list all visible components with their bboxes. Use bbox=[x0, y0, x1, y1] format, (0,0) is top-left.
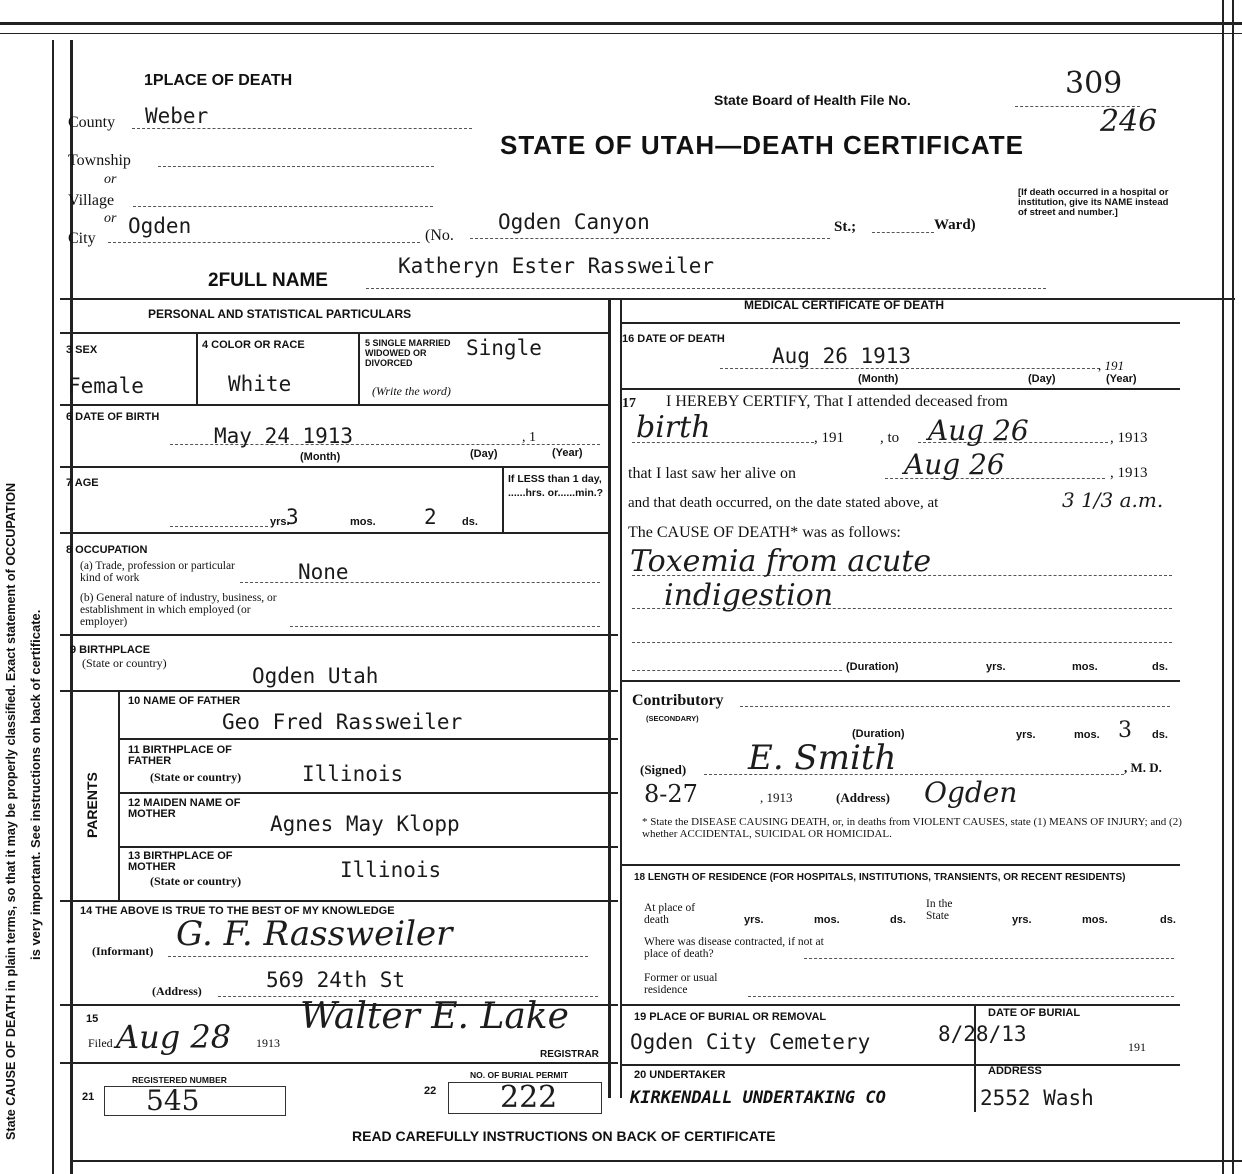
contributory-label: Contributory bbox=[632, 692, 724, 709]
at-place-label: At place of death bbox=[644, 902, 696, 926]
signed-label: (Signed) bbox=[640, 762, 687, 777]
township-label: Township bbox=[68, 152, 131, 169]
above-true-label: 14 THE ABOVE IS TRUE TO THE BEST OF MY KNOWLEDGE bbox=[80, 905, 395, 917]
death-at-label: and that death occurred, on the date stated above, at bbox=[628, 495, 939, 511]
secondary-label: (SECONDARY) bbox=[646, 714, 699, 723]
city-label: City bbox=[68, 230, 96, 247]
physician-signature: E. Smith bbox=[748, 738, 897, 778]
mother-birthplace-label: 13 BIRTHPLACE OF MOTHER bbox=[128, 850, 233, 873]
sign-address-label: (Address) bbox=[836, 790, 890, 805]
undertaker-address-label: ADDRESS bbox=[988, 1065, 1042, 1077]
place-of-death-heading: 1PLACE OF DEATH bbox=[144, 72, 293, 89]
contrib-yrs: yrs. bbox=[1016, 729, 1036, 741]
burial-permit-label: NO. OF BURIAL PERMIT bbox=[470, 1070, 569, 1080]
burial-label: 19 PLACE OF BURIAL OR REMOVAL bbox=[634, 1011, 827, 1023]
certificate-title: STATE OF UTAH—DEATH CERTIFICATE bbox=[500, 130, 1024, 160]
occupation-b: (b) General nature of industry, business, or establishment in which employed (or employer) bbox=[80, 592, 277, 628]
contrib-ds: ds. bbox=[1152, 729, 1168, 741]
race-label: 4 COLOR OR RACE bbox=[202, 339, 305, 351]
res-ds: ds. bbox=[890, 914, 906, 926]
res-yrs: yrs. bbox=[744, 914, 764, 926]
filed-year: 1913 bbox=[256, 1036, 280, 1050]
registrar-label: REGISTRAR bbox=[540, 1049, 599, 1060]
county-label: County bbox=[68, 114, 116, 131]
undertaker-label: 20 UNDERTAKER bbox=[634, 1069, 726, 1081]
dob-value: May 24 1913 bbox=[214, 424, 354, 448]
parents-label: PARENTS bbox=[84, 772, 100, 838]
cause-line1: Toxemia from acute bbox=[630, 544, 932, 579]
attended-191: , 191 bbox=[814, 430, 844, 446]
mother-birthplace-sub: (State or country) bbox=[150, 874, 242, 888]
race-value: White bbox=[228, 372, 292, 396]
duration-label: (Duration) bbox=[846, 661, 899, 673]
informant-label: (Informant) bbox=[92, 944, 154, 958]
less-than-day: If LESS than 1 day, ......hrs. or......min.? bbox=[508, 473, 604, 499]
state-ds: ds. bbox=[1160, 914, 1176, 926]
burial-date: 8/28/13 bbox=[938, 1022, 1027, 1046]
mother-label: 12 MAIDEN NAME OF MOTHER bbox=[128, 797, 241, 820]
village-label: Village bbox=[68, 192, 115, 209]
occupation-value: None bbox=[298, 560, 349, 584]
undertaker-address: 2552 Wash bbox=[980, 1086, 1094, 1110]
last-saw-year: , 1913 bbox=[1110, 465, 1148, 481]
medical-header: MEDICAL CERTIFICATE OF DEATH bbox=[744, 298, 944, 312]
full-name-value: Katheryn Ester Rassweiler bbox=[398, 254, 715, 278]
duration-yrs: yrs. bbox=[986, 661, 1006, 673]
residence-label: 18 LENGTH OF RESIDENCE (FOR HOSPITALS, INSTITUTIONS, TRANSIENTS, OR RECENT RESIDENTS) bbox=[634, 872, 1126, 883]
duration-ds: ds. bbox=[1152, 661, 1168, 673]
address-value: 569 24th St bbox=[266, 968, 406, 992]
field-21: 21 bbox=[82, 1091, 95, 1103]
sex-label: 3 SEX bbox=[66, 344, 98, 356]
burial-place: Ogden City Cemetery bbox=[630, 1030, 871, 1054]
undertaker-value: KIRKENDALL UNDERTAKING CO bbox=[630, 1088, 886, 1108]
attended-from: birth bbox=[636, 410, 711, 445]
cause-line2: indigestion bbox=[664, 578, 834, 613]
margin-instructions-1: State CAUSE OF DEATH in plain terms, so that it may be properly classified. Exact statement of OCCUPATION bbox=[4, 482, 18, 1140]
file-no-alt: 246 bbox=[1100, 104, 1158, 139]
sign-date: 8-27 bbox=[644, 780, 698, 808]
dob-label: 6 DATE OF BIRTH bbox=[66, 411, 160, 423]
marital-note: (Write the word) bbox=[372, 384, 451, 398]
registrar-signature: Walter E. Lake bbox=[300, 996, 569, 1037]
occupation-label: 8 OCCUPATION bbox=[66, 544, 148, 556]
cause-footnote: * State the DISEASE CAUSING DEATH, or, in deaths from VIOLENT CAUSES, state (1) MEANS OF INJURY; and (2) whether ACCIDENTAL, SUICIDAL OR HOMICIDAL. bbox=[642, 816, 1182, 840]
res-mos: mos. bbox=[814, 914, 840, 926]
father-birthplace-sub: (State or country) bbox=[150, 770, 242, 784]
marital-label: 5 SINGLE MARRIED WIDOWED OR DIVORCED bbox=[365, 338, 451, 368]
personal-header: PERSONAL AND STATISTICAL PARTICULARS bbox=[148, 307, 412, 321]
county-value: Weber bbox=[145, 104, 209, 128]
father-birthplace-label: 11 BIRTHPLACE OF FATHER bbox=[128, 744, 232, 767]
attended-year: , 1913 bbox=[1110, 430, 1148, 446]
age-label: 7 AGE bbox=[66, 477, 99, 489]
last-saw-label: that I last saw her alive on bbox=[628, 465, 796, 482]
former-residence-label: Former or usual residence bbox=[644, 972, 718, 996]
age-months: 2 bbox=[424, 505, 437, 529]
hospital-note: [If death occurred in a hospital or institution, give its NAME instead of street and number.] bbox=[1018, 187, 1169, 218]
father-value: Geo Fred Rassweiler bbox=[222, 710, 463, 734]
father-birthplace-value: Illinois bbox=[302, 762, 404, 786]
md-label: , M. D. bbox=[1124, 760, 1162, 775]
attended-to: Aug 26 bbox=[928, 414, 1029, 447]
occupation-a: (a) Trade, profession or particular kind of work bbox=[80, 560, 235, 584]
read-carefully: READ CAREFULLY INSTRUCTIONS ON BACK OF CERTIFICATE bbox=[352, 1128, 776, 1144]
burial-date-label: DATE OF BURIAL bbox=[988, 1007, 1081, 1019]
dod-label: 16 DATE OF DEATH bbox=[622, 333, 725, 345]
father-label: 10 NAME OF FATHER bbox=[128, 695, 241, 707]
sign-year: , 1913 bbox=[760, 790, 793, 805]
filed-label: Filed bbox=[88, 1036, 113, 1050]
age-mos-label: mos. bbox=[350, 516, 376, 528]
city-value: Ogden bbox=[128, 214, 192, 238]
birthplace-value: Ogden Utah bbox=[252, 664, 379, 688]
birthplace-label: 9 BIRTHPLACE bbox=[70, 644, 151, 656]
file-no: 309 bbox=[1065, 66, 1123, 101]
cause-label: The CAUSE OF DEATH* was as follows: bbox=[628, 524, 901, 541]
field-22: 22 bbox=[424, 1085, 437, 1097]
burial-permit-number: 222 bbox=[500, 1080, 558, 1115]
dob-year: (Year) bbox=[552, 447, 583, 459]
dob-year-suffix: , 1 bbox=[522, 430, 536, 445]
age-years: 3 bbox=[286, 505, 299, 529]
filed-no: 15 bbox=[86, 1013, 99, 1025]
registered-number: 545 bbox=[146, 1084, 200, 1117]
age-ds-label: ds. bbox=[462, 516, 478, 528]
street-no-label: (No. bbox=[425, 227, 454, 244]
dob-day: (Day) bbox=[470, 448, 498, 460]
full-name-label: 2FULL NAME bbox=[208, 270, 328, 291]
st-label: St.; bbox=[834, 219, 857, 235]
birthplace-sub: (State or country) bbox=[82, 656, 167, 670]
in-state-label: In the State bbox=[926, 898, 953, 922]
contrib-days: 3 bbox=[1118, 718, 1132, 743]
sex-value: Female bbox=[68, 374, 144, 398]
dob-month: (Month) bbox=[300, 451, 341, 463]
state-mos: mos. bbox=[1082, 914, 1108, 926]
cert-line1: I HEREBY CERTIFY, That I attended deceased from bbox=[666, 393, 1008, 410]
attended-to-label: , to bbox=[880, 430, 900, 446]
dod-month: (Month) bbox=[858, 373, 899, 385]
or-1: or bbox=[104, 172, 117, 187]
contrib-mos: mos. bbox=[1074, 729, 1100, 741]
state-yrs: yrs. bbox=[1012, 914, 1032, 926]
or-2: or bbox=[104, 211, 117, 226]
duration-mos: mos. bbox=[1072, 661, 1098, 673]
dod-day: (Day) bbox=[1028, 373, 1056, 385]
mother-birthplace-value: Illinois bbox=[340, 858, 442, 882]
sign-address: Ogden bbox=[924, 776, 1018, 809]
address-label: (Address) bbox=[152, 984, 202, 998]
age-yrs-label: yrs. bbox=[270, 516, 290, 528]
marital-value: Single bbox=[466, 336, 542, 360]
death-time: 3 1/3 a.m. bbox=[1062, 488, 1164, 512]
cert-no: 17 bbox=[622, 396, 636, 411]
mother-value: Agnes May Klopp bbox=[270, 812, 460, 836]
contrib-duration: (Duration) bbox=[852, 728, 905, 740]
street-value: Ogden Canyon bbox=[498, 210, 650, 234]
registered-number-label: REGISTERED NUMBER bbox=[132, 1075, 227, 1085]
contracted-label: Where was disease contracted, if not at place of death? bbox=[644, 936, 824, 960]
file-no-label: State Board of Health File No. bbox=[714, 92, 911, 108]
margin-instructions-2: is very important. See instructions on back of certificate. bbox=[28, 609, 43, 960]
last-saw-date: Aug 26 bbox=[904, 448, 1005, 481]
burial-suffix: 191 bbox=[1128, 1040, 1146, 1054]
dod-year: (Year) bbox=[1106, 373, 1137, 385]
dod-suffix: , 191 bbox=[1098, 358, 1124, 373]
informant-signature: G. F. Rassweiler bbox=[176, 914, 453, 954]
dod-value: Aug 26 1913 bbox=[772, 344, 912, 368]
ward-label: Ward) bbox=[934, 217, 976, 233]
filed-date: Aug 28 bbox=[116, 1018, 232, 1056]
